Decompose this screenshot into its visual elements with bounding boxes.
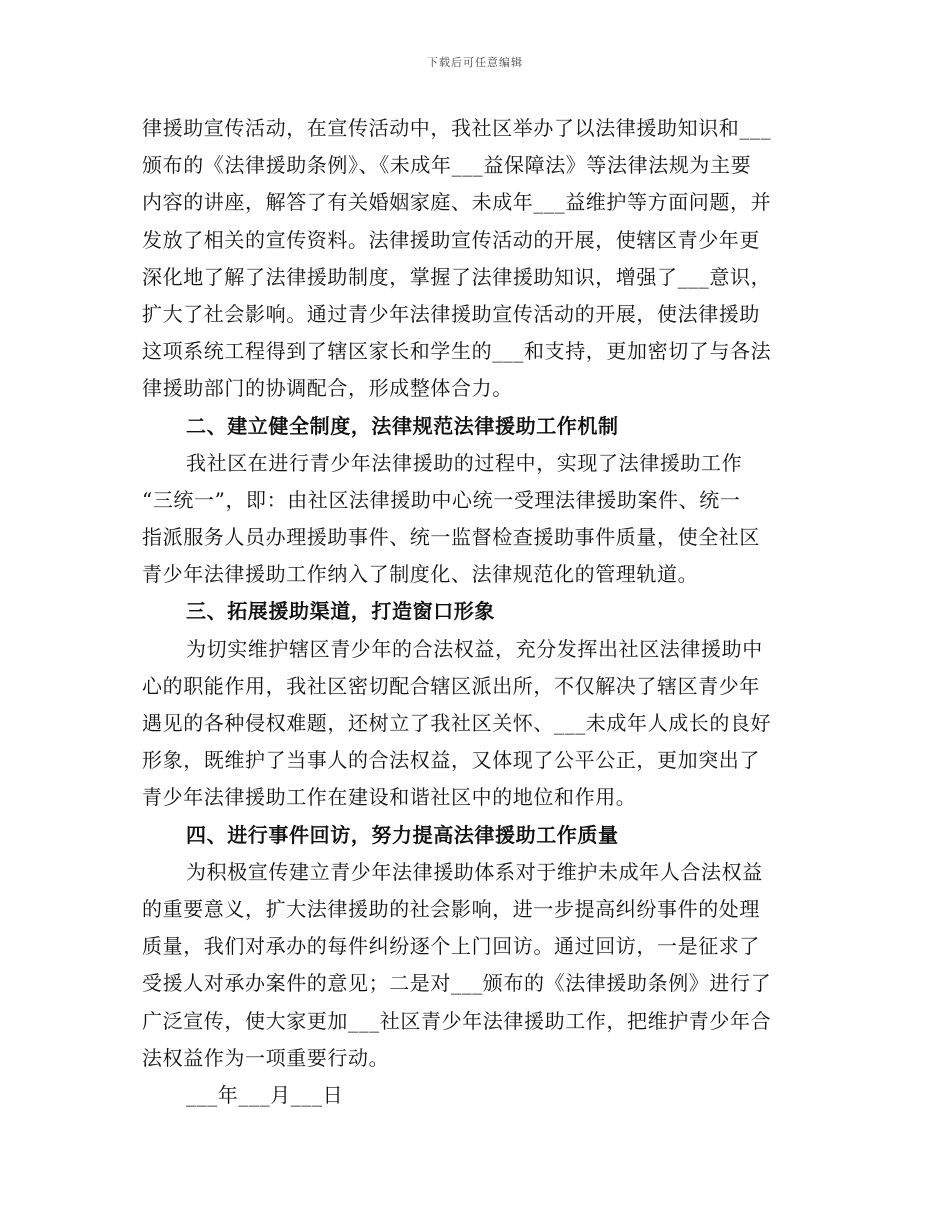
page-header: 下载后可任意编辑 xyxy=(427,56,523,69)
body-line: 青少年法律援助工作纳入了制度化、法律规范化的管理轨道。 xyxy=(142,562,699,587)
body-line: 颁布的《法律援助条例》、《未成年___益保障法》等法律法规为主要 xyxy=(142,153,752,178)
body-line: 扩大了社会影响。通过青少年法律援助宣传活动的开展，使法律援助 xyxy=(142,301,760,326)
paragraph-first-line: 为切实维护辖区青少年的合法权益，充分发挥出社区法律援助中 xyxy=(186,636,763,661)
section-heading: 四、进行事件回访，努力提高法律援助工作质量 xyxy=(186,822,619,847)
body-line: 遇见的各种侵权难题，还树立了我社区关怀、___未成年人成长的良好 xyxy=(142,711,772,735)
body-line: 形象，既维护了当事人的合法权益，又体现了公平公正，更加突出了 xyxy=(142,748,760,773)
date-line: ___年___月___日 xyxy=(186,1082,344,1107)
body-line: 深化地了解了法律援助制度，掌握了法律援助知识，增强了___意识， xyxy=(142,264,772,289)
body-line: 律援助宣传活动，在宣传活动中，我社区举办了以法律援助知识和___ xyxy=(142,116,772,140)
body-line: 内容的讲座，解答了有关婚姻家庭、未成年___益维护等方面问题，并 xyxy=(142,190,772,215)
paragraph-first-line: 为积极宣传建立青少年法律援助体系对于维护未成年人合法权益 xyxy=(186,859,763,884)
body-line: 心的职能作用，我社区密切配合辖区派出所，不仅解决了辖区青少年 xyxy=(142,673,760,698)
body-line: 法权益作为一项重要行动。 xyxy=(142,1045,390,1070)
body-line: 广泛宣传，使大家更加___社区青少年法律援助工作，把维护青少年合 xyxy=(142,1008,772,1033)
body-line: 发放了相关的宣传资料。法律援助宣传活动的开展，使辖区青少年更 xyxy=(142,227,760,252)
body-line: 律援助部门的协调配合，形成整体合力。 xyxy=(142,376,513,401)
body-line: “三统一”，即：由社区法律援助中心统一受理法律援助案件、统一 xyxy=(142,487,741,512)
body-line: 这项系统工程得到了辖区家长和学生的___和支持，更加密切了与各法 xyxy=(142,339,772,364)
body-line: 受援人对承办案件的意见；二是对___颁布的《法律援助条例》进行了 xyxy=(142,971,772,996)
section-heading: 二、建立健全制度，法律规范法律援助工作机制 xyxy=(186,413,619,438)
document-body xyxy=(142,110,812,1114)
section-heading: 三、拓展援助渠道，打造窗口形象 xyxy=(186,599,495,624)
body-line: 质量，我们对承办的每件纠纷逐个上门回访。通过回访，一是征求了 xyxy=(142,934,760,959)
body-line: 的重要意义，扩大法律援助的社会影响，进一步提高纠纷事件的处理 xyxy=(142,896,760,921)
body-line: 指派服务人员办理援助事件、统一监督检查援助事件质量，使全社区 xyxy=(142,525,760,550)
body-line: 青少年法律援助工作在建设和谐社区中的地位和作用。 xyxy=(142,785,637,810)
paragraph-first-line: 我社区在进行青少年法律援助的过程中，实现了法律援助工作 xyxy=(186,450,743,475)
